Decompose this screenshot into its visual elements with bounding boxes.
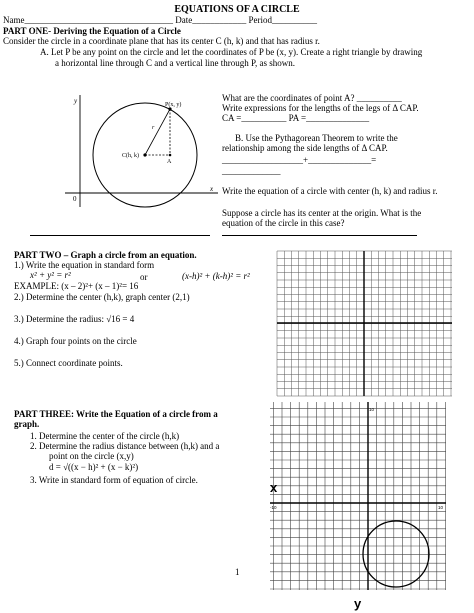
part-one-b-line2: relationship among the side lengths of Δ CAP. (222, 143, 388, 153)
part-three-step3: 3. Write in standard form of equation of circle. (30, 475, 198, 485)
diagram-label-a: A (167, 159, 172, 165)
date-label: Date (175, 15, 193, 25)
origin-answer-line-left[interactable] (30, 235, 210, 236)
graph-label-x: x (270, 480, 278, 495)
date-blank[interactable]: ____________ (192, 15, 247, 25)
graph-tick-left: -10 (270, 505, 277, 510)
question-origin-line1: Suppose a circle has its center at the origin. What is the (222, 208, 422, 218)
pa-label: PA = (288, 113, 307, 123)
diagram-label-origin: 0 (73, 195, 77, 203)
center-point (143, 153, 146, 156)
part-two-heading: PART TWO – Graph a circle from an equation. (14, 250, 197, 260)
origin-answer-line-right[interactable] (222, 235, 417, 236)
ca-blank[interactable]: __________ (241, 113, 287, 123)
pyth-blank-2[interactable]: ______________ (308, 155, 372, 165)
part-three-step2a: 2. Determine the radius distance between (h,k) and a (30, 441, 220, 451)
diagram-radius (145, 109, 170, 155)
header-line (3, 15, 317, 25)
formula-or: or (140, 272, 148, 282)
graph-grid-lines (270, 402, 446, 590)
part-three-heading-line2: graph. (14, 419, 40, 429)
diagram-label-r: r (152, 125, 155, 131)
equals-sign: = (371, 155, 377, 165)
part-one-intro: Consider the circle in a coordinate plane that has its center C (h, k) and that has radius r. (3, 36, 320, 46)
part-three-step2b: point on the circle (x,y) (49, 451, 134, 461)
point-a (169, 154, 172, 157)
part-one-a-line1: A. Let P be any point on the circle and let the coordinates of P be (x, y). Create a right triangle by drawing (40, 47, 423, 57)
part-two-example: EXAMPLE: (x – 2)²+ (x – 1)²= 16 (14, 281, 139, 291)
page-number: 1 (235, 567, 240, 577)
part-one-heading: PART ONE- Deriving the Equation of a Circle (3, 26, 181, 36)
name-blank[interactable]: _________________________________ (24, 15, 173, 25)
question-origin-line2: equation of the circle in this case? (222, 218, 345, 228)
part-three-step1: 1. Determine the center of the circle (h,k) (30, 431, 180, 441)
coords-blank[interactable]: __________ (356, 93, 402, 103)
question-coordinates: What are the coordinates of point A? __________ (222, 93, 402, 103)
page-title: EQUATIONS OF A CIRCLE (174, 4, 300, 15)
diagram-label-p: P(x, y) (165, 102, 182, 108)
diagram-label-x: x (210, 185, 214, 193)
pyth-blank-1[interactable]: __________________ (222, 155, 303, 165)
pythagorean-answer-line (222, 155, 376, 165)
period-blank[interactable]: __________ (272, 15, 317, 25)
part-two-step5: 5.) Connect coordinate points. (14, 358, 123, 368)
formula-general: (x-h)² + (k-h)² = r² (182, 271, 250, 281)
question-legs: Write expressions for the lengths of the legs of Δ CAP. (222, 103, 419, 113)
name-label: Name (3, 15, 25, 25)
part-two-step1: 1.) Write the equation in standard form (14, 260, 155, 270)
graph-tick-top: 10 (369, 407, 375, 412)
legs-answer-line (222, 113, 369, 123)
plus-sign: + (303, 155, 309, 165)
part-two-step2: 2.) Determine the center (h,k), graph center (2,1) (14, 292, 190, 302)
part-three-heading-line1: PART THREE: Write the Equation of a circle from a (14, 409, 218, 419)
graph-tick-right: 10 (438, 505, 444, 510)
pyth-blank-3[interactable]: _____________ (222, 166, 281, 176)
graph-label-y: y (354, 596, 362, 611)
ca-label: CA = (222, 113, 242, 123)
question-circle-equation: Write the equation of a circle with center (h, k) and radius r. (222, 186, 438, 196)
distance-formula: d = √((x − h)² + (x − k)²) (49, 462, 139, 472)
part-two-step3: 3.) Determine the radius: √16 = 4 (14, 314, 135, 324)
part-two-grid[interactable] (277, 251, 452, 396)
pa-blank[interactable]: ______________ (306, 113, 370, 123)
circle-diagram (60, 95, 220, 215)
graph-circle (363, 521, 429, 587)
part-three-graph[interactable] (268, 402, 448, 611)
part-one-a-line2: a horizontal line through C and a vertical line through P, as shown. (55, 58, 295, 68)
part-two-step4: 4.) Graph four points on the circle (14, 336, 137, 346)
part-one-b-line1: B. Use the Pythagorean Theorem to write the (235, 133, 398, 143)
period-label: Period (248, 15, 272, 25)
diagram-label-y: y (74, 97, 78, 105)
diagram-label-c: C(h, k) (122, 153, 139, 159)
formula-origin: x² + y² = r² (30, 270, 71, 280)
